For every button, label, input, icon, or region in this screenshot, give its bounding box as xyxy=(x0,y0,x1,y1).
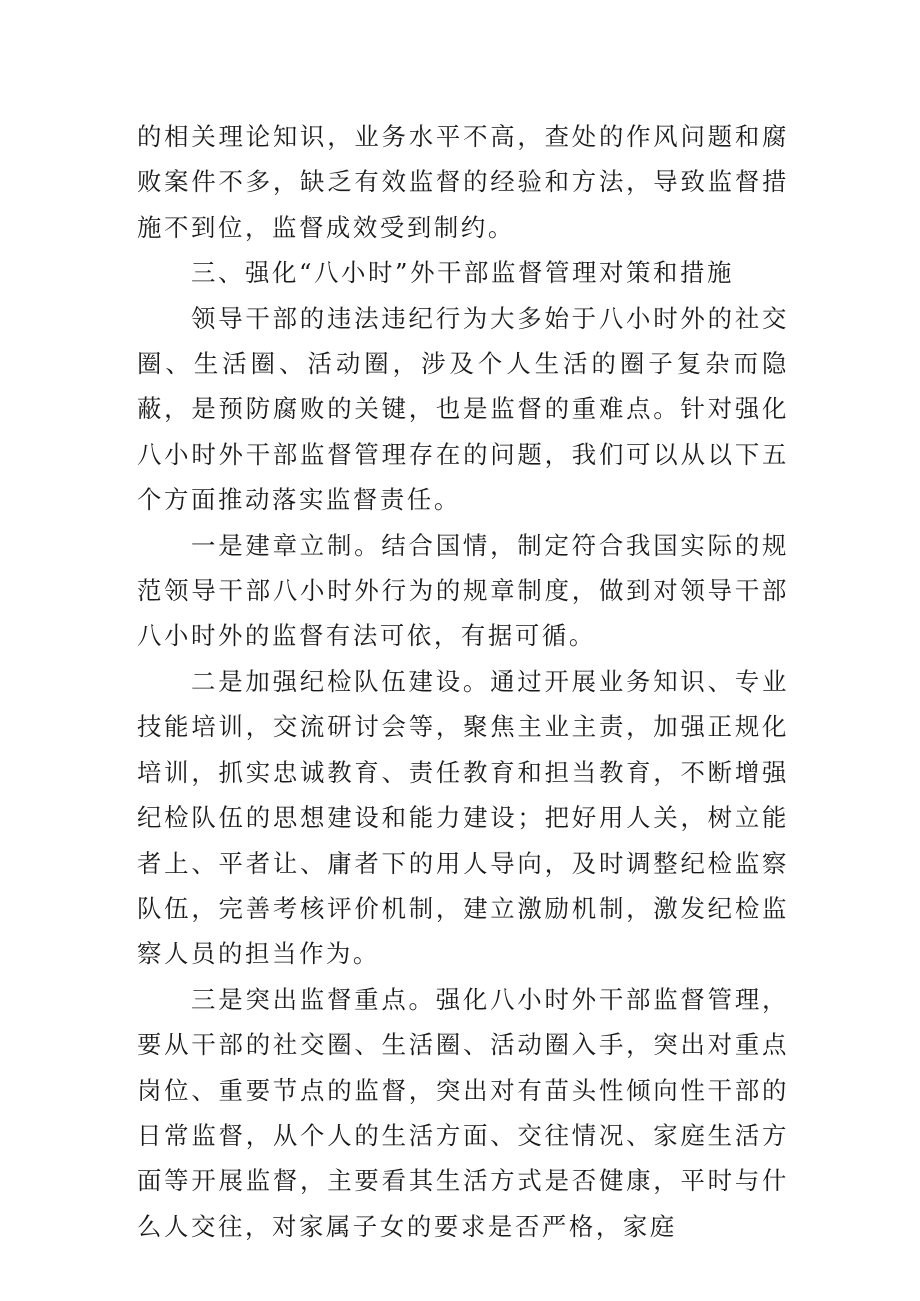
body-paragraph: 的相关理论知识，业务水平不高，查处的作风问题和腐败案件不多，缺乏有效监督的经验和方法，导致监督措施不到位，监督成效受到制约。 xyxy=(137,122,789,242)
section-heading: 三、强化“八小时”外干部监督管理对策和措施 xyxy=(191,258,734,288)
document-body xyxy=(137,114,789,1249)
body-paragraph: 二是加强纪检队伍建设。通过开展业务知识、专业技能培训，交流研讨会等，聚焦主业主责，加强正规化培训，抓实忠诚教育、责任教育和担当教育，不断增强纪检队伍的思想建设和能力建设；把好用人关，树立能者上、平者让、庸者下的用人导向，及时调整纪检监察队伍，完善考核评价机制，建立激励机制，激发纪检监察人员的担当作为。 xyxy=(137,666,789,969)
body-paragraph: 一是建章立制。结合国情，制定符合我国实际的规范领导干部八小时外行为的规章制度，做到对领导干部八小时外的监督有法可依，有据可循。 xyxy=(137,530,789,651)
body-paragraph: 领导干部的违法违纪行为大多始于八小时外的社交圈、生活圈、活动圈，涉及个人生活的圈子复杂而隐蔽，是预防腐败的关键，也是监督的重难点。针对强化八小时外干部监督管理存在的问题，我们可以从以下五个方面推动落实监督责任。 xyxy=(137,303,789,515)
body-paragraph: 三是突出监督重点。强化八小时外干部监督管理，要从干部的社交圈、生活圈、活动圈入手，突出对重点岗位、重要节点的监督，突出对有苗头性倾向性干部的日常监督，从个人的生活方面、交往情况、家庭生活方面等开展监督，主要看其生活方式是否健康，平时与什么人交往，对家属子女的要求是否严格，家庭 xyxy=(137,984,789,1241)
